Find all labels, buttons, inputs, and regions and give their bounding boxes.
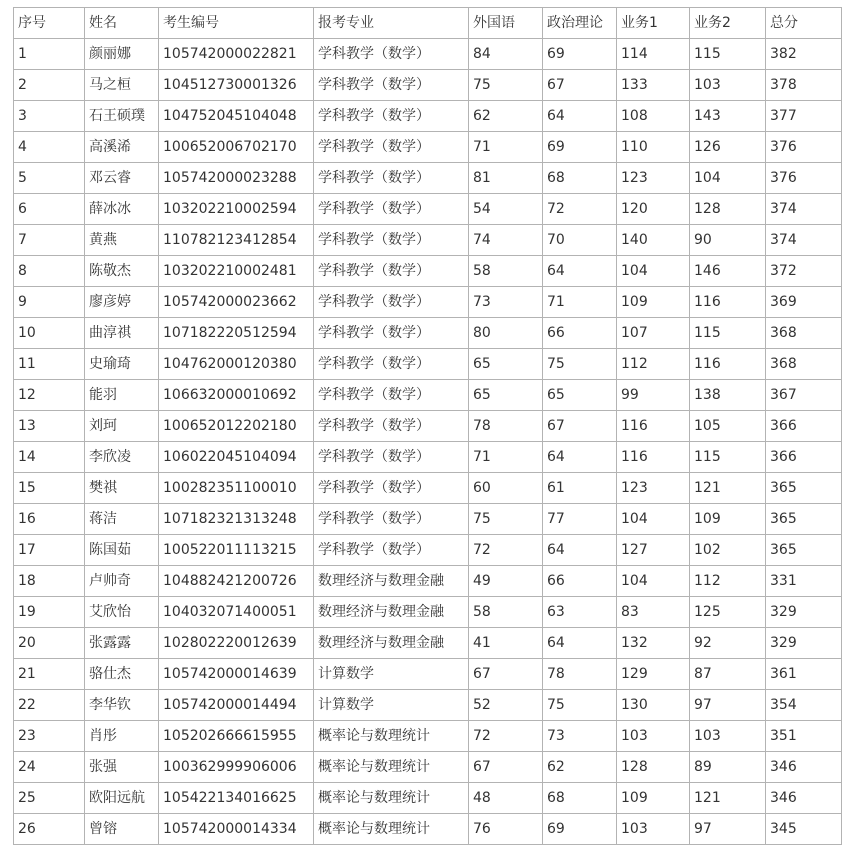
cell-major: 学科教学（数学） bbox=[314, 132, 469, 163]
cell-subject2: 103 bbox=[690, 70, 766, 101]
cell-subject2: 105 bbox=[690, 411, 766, 442]
cell-foreign-language: 54 bbox=[469, 194, 543, 225]
cell-subject2: 116 bbox=[690, 287, 766, 318]
cell-politics: 70 bbox=[543, 225, 617, 256]
cell-exam-id: 103202210002481 bbox=[159, 256, 314, 287]
cell-subject1: 127 bbox=[617, 535, 690, 566]
cell-subject1: 104 bbox=[617, 566, 690, 597]
cell-foreign-language: 52 bbox=[469, 690, 543, 721]
cell-total: 372 bbox=[766, 256, 842, 287]
cell-subject1: 107 bbox=[617, 318, 690, 349]
table-row bbox=[14, 721, 842, 752]
cell-subject2: 115 bbox=[690, 318, 766, 349]
cell-seq: 10 bbox=[14, 318, 85, 349]
cell-subject1: 130 bbox=[617, 690, 690, 721]
cell-foreign-language: 84 bbox=[469, 39, 543, 70]
table-row bbox=[14, 287, 842, 318]
cell-subject1: 114 bbox=[617, 39, 690, 70]
cell-seq: 23 bbox=[14, 721, 85, 752]
cell-major: 学科教学（数学） bbox=[314, 256, 469, 287]
cell-subject1: 133 bbox=[617, 70, 690, 101]
table-row bbox=[14, 442, 842, 473]
header-cell-politics: 政治理论 bbox=[543, 8, 617, 39]
cell-subject2: 128 bbox=[690, 194, 766, 225]
cell-subject2: 104 bbox=[690, 163, 766, 194]
cell-major: 学科教学（数学） bbox=[314, 70, 469, 101]
cell-total: 376 bbox=[766, 132, 842, 163]
cell-subject1: 112 bbox=[617, 349, 690, 380]
cell-name: 欧阳远航 bbox=[85, 783, 159, 814]
cell-subject1: 103 bbox=[617, 721, 690, 752]
cell-total: 369 bbox=[766, 287, 842, 318]
cell-name: 骆仕杰 bbox=[85, 659, 159, 690]
cell-subject1: 99 bbox=[617, 380, 690, 411]
table-row bbox=[14, 597, 842, 628]
cell-seq: 21 bbox=[14, 659, 85, 690]
cell-name: 艾欣怡 bbox=[85, 597, 159, 628]
cell-major: 学科教学（数学） bbox=[314, 411, 469, 442]
cell-politics: 64 bbox=[543, 628, 617, 659]
cell-seq: 26 bbox=[14, 814, 85, 845]
cell-exam-id: 105742000014639 bbox=[159, 659, 314, 690]
cell-foreign-language: 71 bbox=[469, 132, 543, 163]
cell-name: 高溪浠 bbox=[85, 132, 159, 163]
header-row bbox=[14, 8, 842, 39]
table-row bbox=[14, 101, 842, 132]
cell-total: 351 bbox=[766, 721, 842, 752]
cell-seq: 25 bbox=[14, 783, 85, 814]
table-header bbox=[14, 8, 842, 39]
cell-foreign-language: 72 bbox=[469, 535, 543, 566]
cell-foreign-language: 48 bbox=[469, 783, 543, 814]
cell-subject1: 116 bbox=[617, 411, 690, 442]
cell-total: 368 bbox=[766, 318, 842, 349]
table-row bbox=[14, 659, 842, 690]
header-cell-seq: 序号 bbox=[14, 8, 85, 39]
table-row bbox=[14, 566, 842, 597]
cell-name: 刘珂 bbox=[85, 411, 159, 442]
cell-politics: 68 bbox=[543, 163, 617, 194]
table-row bbox=[14, 690, 842, 721]
cell-total: 365 bbox=[766, 473, 842, 504]
cell-major: 学科教学（数学） bbox=[314, 318, 469, 349]
cell-total: 378 bbox=[766, 70, 842, 101]
cell-politics: 64 bbox=[543, 256, 617, 287]
cell-subject2: 92 bbox=[690, 628, 766, 659]
cell-subject2: 115 bbox=[690, 442, 766, 473]
table-row bbox=[14, 163, 842, 194]
cell-name: 张露露 bbox=[85, 628, 159, 659]
cell-total: 382 bbox=[766, 39, 842, 70]
cell-exam-id: 104752045104048 bbox=[159, 101, 314, 132]
cell-major: 概率论与数理统计 bbox=[314, 783, 469, 814]
cell-seq: 2 bbox=[14, 70, 85, 101]
cell-name: 陈敬杰 bbox=[85, 256, 159, 287]
cell-exam-id: 105742000023662 bbox=[159, 287, 314, 318]
table-row bbox=[14, 380, 842, 411]
cell-name: 能羽 bbox=[85, 380, 159, 411]
cell-foreign-language: 62 bbox=[469, 101, 543, 132]
cell-politics: 63 bbox=[543, 597, 617, 628]
cell-foreign-language: 76 bbox=[469, 814, 543, 845]
table-body bbox=[14, 39, 842, 845]
cell-total: 346 bbox=[766, 783, 842, 814]
cell-subject2: 115 bbox=[690, 39, 766, 70]
cell-exam-id: 106022045104094 bbox=[159, 442, 314, 473]
cell-subject1: 123 bbox=[617, 163, 690, 194]
cell-exam-id: 100652006702170 bbox=[159, 132, 314, 163]
cell-total: 367 bbox=[766, 380, 842, 411]
cell-politics: 78 bbox=[543, 659, 617, 690]
cell-seq: 18 bbox=[14, 566, 85, 597]
table-row bbox=[14, 628, 842, 659]
cell-subject1: 109 bbox=[617, 287, 690, 318]
cell-subject1: 108 bbox=[617, 101, 690, 132]
cell-subject2: 109 bbox=[690, 504, 766, 535]
cell-subject1: 132 bbox=[617, 628, 690, 659]
cell-exam-id: 104512730001326 bbox=[159, 70, 314, 101]
cell-seq: 14 bbox=[14, 442, 85, 473]
table-row bbox=[14, 783, 842, 814]
cell-subject2: 121 bbox=[690, 473, 766, 504]
cell-exam-id: 105742000023288 bbox=[159, 163, 314, 194]
cell-name: 肖彤 bbox=[85, 721, 159, 752]
cell-exam-id: 100282351100010 bbox=[159, 473, 314, 504]
table-row bbox=[14, 225, 842, 256]
cell-major: 数理经济与数理金融 bbox=[314, 628, 469, 659]
cell-foreign-language: 71 bbox=[469, 442, 543, 473]
cell-subject1: 104 bbox=[617, 256, 690, 287]
cell-total: 329 bbox=[766, 628, 842, 659]
cell-major: 数理经济与数理金融 bbox=[314, 597, 469, 628]
cell-total: 345 bbox=[766, 814, 842, 845]
table-row bbox=[14, 504, 842, 535]
cell-total: 377 bbox=[766, 101, 842, 132]
cell-total: 346 bbox=[766, 752, 842, 783]
cell-exam-id: 104882421200726 bbox=[159, 566, 314, 597]
cell-foreign-language: 60 bbox=[469, 473, 543, 504]
cell-foreign-language: 75 bbox=[469, 70, 543, 101]
cell-subject2: 125 bbox=[690, 597, 766, 628]
cell-total: 368 bbox=[766, 349, 842, 380]
cell-politics: 72 bbox=[543, 194, 617, 225]
cell-major: 学科教学（数学） bbox=[314, 287, 469, 318]
cell-exam-id: 110782123412854 bbox=[159, 225, 314, 256]
cell-total: 374 bbox=[766, 225, 842, 256]
cell-seq: 12 bbox=[14, 380, 85, 411]
cell-exam-id: 102802220012639 bbox=[159, 628, 314, 659]
cell-total: 354 bbox=[766, 690, 842, 721]
cell-seq: 11 bbox=[14, 349, 85, 380]
cell-subject2: 90 bbox=[690, 225, 766, 256]
cell-subject1: 129 bbox=[617, 659, 690, 690]
cell-politics: 75 bbox=[543, 690, 617, 721]
cell-politics: 69 bbox=[543, 132, 617, 163]
cell-subject2: 112 bbox=[690, 566, 766, 597]
cell-subject1: 109 bbox=[617, 783, 690, 814]
cell-major: 学科教学（数学） bbox=[314, 504, 469, 535]
cell-subject2: 146 bbox=[690, 256, 766, 287]
cell-name: 陈国茹 bbox=[85, 535, 159, 566]
header-cell-foreign-language: 外国语 bbox=[469, 8, 543, 39]
cell-name: 史瑜琦 bbox=[85, 349, 159, 380]
cell-foreign-language: 65 bbox=[469, 380, 543, 411]
cell-seq: 1 bbox=[14, 39, 85, 70]
header-cell-subject2: 业务2 bbox=[690, 8, 766, 39]
cell-politics: 67 bbox=[543, 411, 617, 442]
cell-subject2: 126 bbox=[690, 132, 766, 163]
cell-exam-id: 104032071400051 bbox=[159, 597, 314, 628]
cell-politics: 64 bbox=[543, 101, 617, 132]
cell-seq: 5 bbox=[14, 163, 85, 194]
cell-seq: 9 bbox=[14, 287, 85, 318]
table-row bbox=[14, 411, 842, 442]
cell-major: 数理经济与数理金融 bbox=[314, 566, 469, 597]
cell-subject2: 103 bbox=[690, 721, 766, 752]
table-row bbox=[14, 752, 842, 783]
cell-seq: 8 bbox=[14, 256, 85, 287]
cell-total: 376 bbox=[766, 163, 842, 194]
cell-politics: 75 bbox=[543, 349, 617, 380]
cell-exam-id: 105742000014334 bbox=[159, 814, 314, 845]
cell-subject2: 87 bbox=[690, 659, 766, 690]
header-cell-total: 总分 bbox=[766, 8, 842, 39]
header-cell-name: 姓名 bbox=[85, 8, 159, 39]
cell-exam-id: 100362999906006 bbox=[159, 752, 314, 783]
cell-major: 学科教学（数学） bbox=[314, 380, 469, 411]
cell-subject2: 121 bbox=[690, 783, 766, 814]
cell-name: 马之桓 bbox=[85, 70, 159, 101]
cell-subject1: 123 bbox=[617, 473, 690, 504]
cell-subject1: 120 bbox=[617, 194, 690, 225]
cell-politics: 68 bbox=[543, 783, 617, 814]
cell-seq: 4 bbox=[14, 132, 85, 163]
cell-name: 卢帅奇 bbox=[85, 566, 159, 597]
cell-seq: 16 bbox=[14, 504, 85, 535]
cell-major: 学科教学（数学） bbox=[314, 442, 469, 473]
cell-subject2: 102 bbox=[690, 535, 766, 566]
cell-name: 颜丽娜 bbox=[85, 39, 159, 70]
cell-subject1: 83 bbox=[617, 597, 690, 628]
cell-subject2: 89 bbox=[690, 752, 766, 783]
cell-subject1: 140 bbox=[617, 225, 690, 256]
cell-foreign-language: 74 bbox=[469, 225, 543, 256]
cell-exam-id: 106632000010692 bbox=[159, 380, 314, 411]
header-cell-major: 报考专业 bbox=[314, 8, 469, 39]
cell-subject1: 116 bbox=[617, 442, 690, 473]
cell-major: 概率论与数理统计 bbox=[314, 752, 469, 783]
cell-total: 361 bbox=[766, 659, 842, 690]
cell-exam-id: 107182220512594 bbox=[159, 318, 314, 349]
cell-seq: 7 bbox=[14, 225, 85, 256]
table-row bbox=[14, 349, 842, 380]
header-cell-subject1: 业务1 bbox=[617, 8, 690, 39]
table-row bbox=[14, 814, 842, 845]
table-row bbox=[14, 318, 842, 349]
cell-exam-id: 105422134016625 bbox=[159, 783, 314, 814]
cell-foreign-language: 80 bbox=[469, 318, 543, 349]
cell-politics: 66 bbox=[543, 318, 617, 349]
cell-name: 石王硕璞 bbox=[85, 101, 159, 132]
table-row bbox=[14, 194, 842, 225]
cell-exam-id: 107182321313248 bbox=[159, 504, 314, 535]
cell-name: 李欣凌 bbox=[85, 442, 159, 473]
cell-subject1: 128 bbox=[617, 752, 690, 783]
cell-seq: 19 bbox=[14, 597, 85, 628]
cell-seq: 6 bbox=[14, 194, 85, 225]
cell-major: 学科教学（数学） bbox=[314, 535, 469, 566]
table-row bbox=[14, 535, 842, 566]
cell-foreign-language: 67 bbox=[469, 752, 543, 783]
cell-total: 329 bbox=[766, 597, 842, 628]
cell-major: 概率论与数理统计 bbox=[314, 814, 469, 845]
cell-exam-id: 100652012202180 bbox=[159, 411, 314, 442]
cell-major: 学科教学（数学） bbox=[314, 194, 469, 225]
cell-major: 学科教学（数学） bbox=[314, 225, 469, 256]
cell-subject2: 97 bbox=[690, 690, 766, 721]
cell-politics: 61 bbox=[543, 473, 617, 504]
cell-politics: 67 bbox=[543, 70, 617, 101]
cell-total: 365 bbox=[766, 504, 842, 535]
cell-foreign-language: 81 bbox=[469, 163, 543, 194]
cell-seq: 3 bbox=[14, 101, 85, 132]
cell-politics: 64 bbox=[543, 535, 617, 566]
table-row bbox=[14, 70, 842, 101]
cell-politics: 77 bbox=[543, 504, 617, 535]
table-row bbox=[14, 132, 842, 163]
header-cell-exam-id: 考生编号 bbox=[159, 8, 314, 39]
cell-major: 学科教学（数学） bbox=[314, 349, 469, 380]
cell-foreign-language: 65 bbox=[469, 349, 543, 380]
cell-foreign-language: 75 bbox=[469, 504, 543, 535]
cell-name: 曾镕 bbox=[85, 814, 159, 845]
cell-name: 廖彦婷 bbox=[85, 287, 159, 318]
cell-total: 366 bbox=[766, 442, 842, 473]
cell-exam-id: 103202210002594 bbox=[159, 194, 314, 225]
cell-subject2: 143 bbox=[690, 101, 766, 132]
cell-foreign-language: 78 bbox=[469, 411, 543, 442]
score-table bbox=[13, 7, 842, 845]
cell-name: 蒋洁 bbox=[85, 504, 159, 535]
cell-exam-id: 105742000022821 bbox=[159, 39, 314, 70]
cell-seq: 24 bbox=[14, 752, 85, 783]
cell-seq: 20 bbox=[14, 628, 85, 659]
cell-name: 李华钦 bbox=[85, 690, 159, 721]
cell-subject2: 116 bbox=[690, 349, 766, 380]
table-row bbox=[14, 39, 842, 70]
cell-foreign-language: 72 bbox=[469, 721, 543, 752]
cell-name: 薛冰冰 bbox=[85, 194, 159, 225]
cell-subject1: 103 bbox=[617, 814, 690, 845]
cell-subject1: 110 bbox=[617, 132, 690, 163]
cell-politics: 69 bbox=[543, 814, 617, 845]
cell-foreign-language: 49 bbox=[469, 566, 543, 597]
cell-total: 365 bbox=[766, 535, 842, 566]
cell-exam-id: 104762000120380 bbox=[159, 349, 314, 380]
table-row bbox=[14, 473, 842, 504]
cell-exam-id: 105202666615955 bbox=[159, 721, 314, 752]
cell-politics: 73 bbox=[543, 721, 617, 752]
cell-foreign-language: 58 bbox=[469, 256, 543, 287]
cell-seq: 13 bbox=[14, 411, 85, 442]
cell-exam-id: 105742000014494 bbox=[159, 690, 314, 721]
cell-major: 学科教学（数学） bbox=[314, 39, 469, 70]
cell-major: 学科教学（数学） bbox=[314, 101, 469, 132]
cell-foreign-language: 58 bbox=[469, 597, 543, 628]
cell-major: 学科教学（数学） bbox=[314, 473, 469, 504]
cell-total: 374 bbox=[766, 194, 842, 225]
cell-politics: 66 bbox=[543, 566, 617, 597]
cell-politics: 71 bbox=[543, 287, 617, 318]
cell-name: 张强 bbox=[85, 752, 159, 783]
cell-politics: 65 bbox=[543, 380, 617, 411]
cell-major: 概率论与数理统计 bbox=[314, 721, 469, 752]
cell-foreign-language: 67 bbox=[469, 659, 543, 690]
cell-name: 樊祺 bbox=[85, 473, 159, 504]
cell-politics: 69 bbox=[543, 39, 617, 70]
cell-total: 331 bbox=[766, 566, 842, 597]
cell-major: 计算数学 bbox=[314, 690, 469, 721]
cell-subject2: 97 bbox=[690, 814, 766, 845]
cell-seq: 17 bbox=[14, 535, 85, 566]
cell-name: 曲淳祺 bbox=[85, 318, 159, 349]
cell-subject1: 104 bbox=[617, 504, 690, 535]
table-row bbox=[14, 256, 842, 287]
cell-major: 计算数学 bbox=[314, 659, 469, 690]
cell-politics: 62 bbox=[543, 752, 617, 783]
cell-name: 黄燕 bbox=[85, 225, 159, 256]
cell-name: 邓云睿 bbox=[85, 163, 159, 194]
cell-foreign-language: 73 bbox=[469, 287, 543, 318]
cell-total: 366 bbox=[766, 411, 842, 442]
cell-politics: 64 bbox=[543, 442, 617, 473]
cell-exam-id: 100522011113215 bbox=[159, 535, 314, 566]
cell-subject2: 138 bbox=[690, 380, 766, 411]
cell-seq: 15 bbox=[14, 473, 85, 504]
cell-seq: 22 bbox=[14, 690, 85, 721]
cell-foreign-language: 41 bbox=[469, 628, 543, 659]
cell-major: 学科教学（数学） bbox=[314, 163, 469, 194]
